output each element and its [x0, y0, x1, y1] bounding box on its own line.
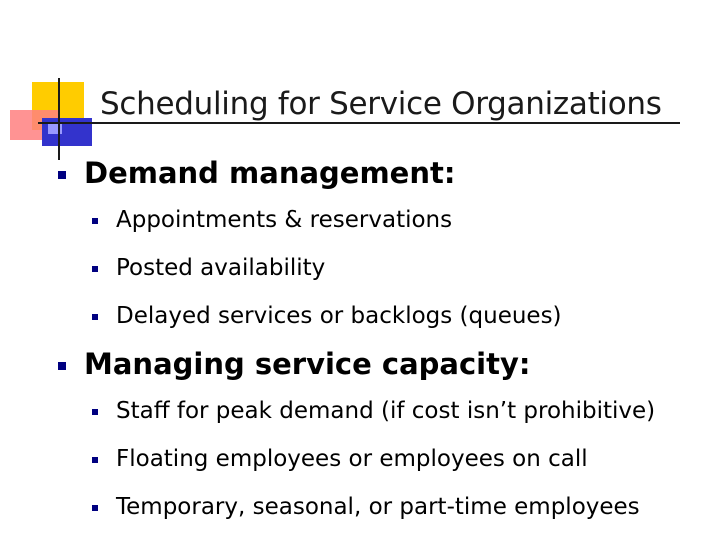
list-item-text: Temporary, seasonal, or part-time employees	[116, 494, 640, 520]
list-item-text: Delayed services or backlogs (queues)	[116, 303, 562, 329]
list-item	[116, 205, 452, 235]
list-item	[116, 492, 640, 522]
section-heading-text: Managing service capacity:	[84, 347, 531, 381]
bullet-square-icon	[92, 457, 98, 463]
section-heading-demand	[84, 156, 455, 190]
bullet-square-icon	[92, 266, 98, 272]
bullet-square-icon	[92, 505, 98, 511]
list-item-text: Appointments & reservations	[116, 207, 453, 233]
slide-title: Scheduling for Service Organizations	[100, 86, 662, 122]
bullet-square-icon	[58, 171, 66, 179]
bullet-square-icon	[58, 362, 66, 370]
logo-vertical-line	[58, 78, 60, 160]
list-item	[116, 444, 588, 474]
list-item-text: Posted availability	[116, 255, 326, 281]
section-heading-text: Demand management:	[84, 156, 456, 190]
bullet-square-icon	[92, 409, 98, 415]
bullet-square-icon	[92, 314, 98, 320]
section-heading-capacity	[84, 347, 530, 381]
list-item-text: Staff for peak demand (if cost isn’t prohibitive)	[116, 398, 656, 424]
list-item-text: Floating employees or employees on call	[116, 446, 588, 472]
list-item	[116, 301, 562, 331]
bullet-square-icon	[92, 218, 98, 224]
list-item	[116, 396, 655, 426]
list-item	[116, 253, 325, 283]
